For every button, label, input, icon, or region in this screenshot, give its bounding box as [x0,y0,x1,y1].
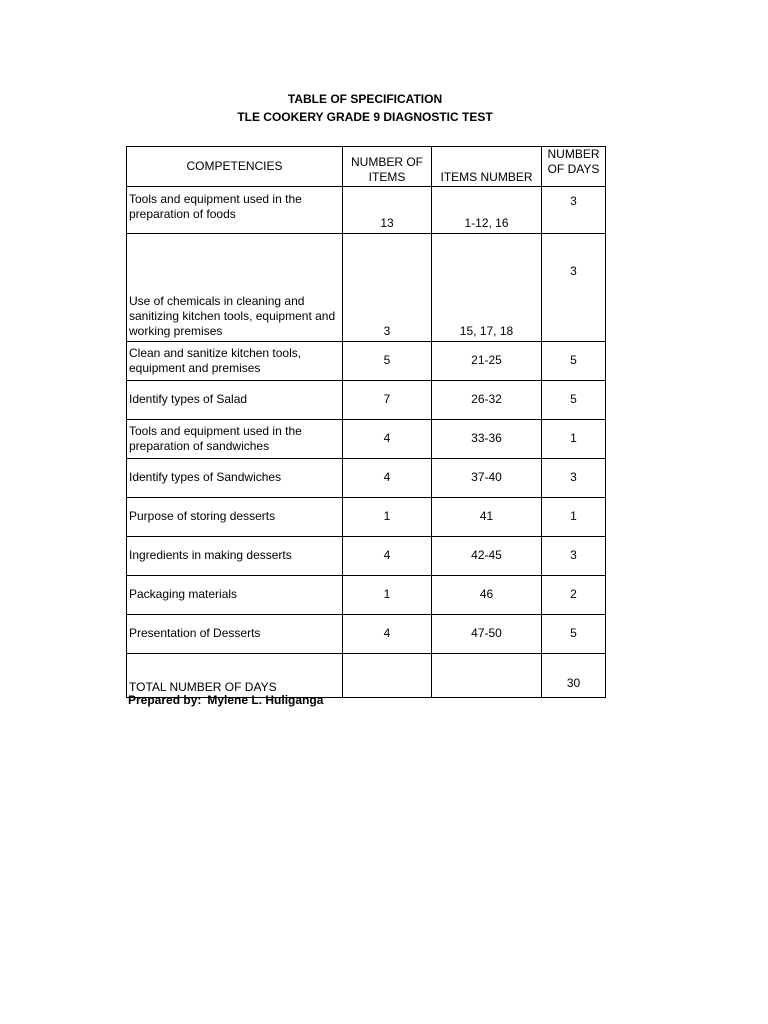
competency-cell: Identify types of Salad [127,381,343,420]
total-days-cell: 30 [542,654,606,698]
total-items-number-cell [432,654,542,698]
items-number-cell: 26-32 [432,381,542,420]
items-number-cell: 41 [432,498,542,537]
number-of-items-cell: 4 [343,420,432,459]
number-of-days-cell: 1 [542,498,606,537]
number-of-items-cell: 13 [343,187,432,234]
specification-table [126,146,606,698]
competency-cell: Tools and equipment used in the preparation of foods [127,187,343,234]
table-row [127,576,606,615]
table-row [127,459,606,498]
number-of-items-cell: 4 [343,615,432,654]
preparer-name: Mylene L. Huliganga [207,693,324,707]
number-of-items-cell: 4 [343,537,432,576]
header-competencies: COMPETENCIES [127,147,343,187]
document-title: TABLE OF SPECIFICATION [287,92,443,106]
number-of-items-cell: 4 [343,459,432,498]
competency-cell: Presentation of Desserts [127,615,343,654]
number-of-items-cell: 1 [343,498,432,537]
competency-cell: Tools and equipment used in the preparation of sandwiches [127,420,343,459]
total-label-cell: TOTAL NUMBER OF DAYS [127,654,343,698]
number-of-items-cell: 7 [343,381,432,420]
items-number-cell: 37-40 [432,459,542,498]
number-of-items-cell: 1 [343,576,432,615]
table-row [127,498,606,537]
competency-cell: Clean and sanitize kitchen tools, equipment and premises [127,342,343,381]
table-header-row [127,147,606,187]
competency-cell: Purpose of storing desserts [127,498,343,537]
items-number-cell: 1-12, 16 [432,187,542,234]
number-of-items-cell: 5 [343,342,432,381]
number-of-items-cell: 3 [343,234,432,342]
items-number-cell: 21-25 [432,342,542,381]
table-row [127,537,606,576]
number-of-days-cell: 5 [542,381,606,420]
table-row [127,381,606,420]
items-number-cell: 33-36 [432,420,542,459]
number-of-days-cell: 3 [542,187,606,234]
header-number-of-items: NUMBER OF ITEMS [343,147,432,187]
items-number-cell: 42-45 [432,537,542,576]
number-of-days-cell: 1 [542,420,606,459]
header-number-of-days: NUMBER OF DAYS [542,147,606,187]
number-of-days-cell: 3 [542,459,606,498]
prepared-by-label: Prepared by: [128,693,202,707]
table-row [127,234,606,342]
number-of-days-cell: 3 [542,234,606,342]
total-row [127,654,606,698]
items-number-cell: 15, 17, 18 [432,234,542,342]
prepared-by-line [128,693,323,707]
items-number-cell: 46 [432,576,542,615]
number-of-days-cell: 5 [542,342,606,381]
competency-cell: Packaging materials [127,576,343,615]
total-number-of-items-cell [343,654,432,698]
table-row [127,615,606,654]
header-items-number: ITEMS NUMBER [432,147,542,187]
competency-cell: Identify types of Sandwiches [127,459,343,498]
number-of-days-cell: 3 [542,537,606,576]
table-row [127,342,606,381]
competency-cell: Use of chemicals in cleaning and sanitizing kitchen tools, equipment and working premises [127,234,343,342]
number-of-days-cell: 5 [542,615,606,654]
table-row [127,420,606,459]
number-of-days-cell: 2 [542,576,606,615]
document-subtitle: TLE COOKERY GRADE 9 DIAGNOSTIC TEST [237,110,493,124]
items-number-cell: 47-50 [432,615,542,654]
table-row [127,187,606,234]
competency-cell: Ingredients in making desserts [127,537,343,576]
